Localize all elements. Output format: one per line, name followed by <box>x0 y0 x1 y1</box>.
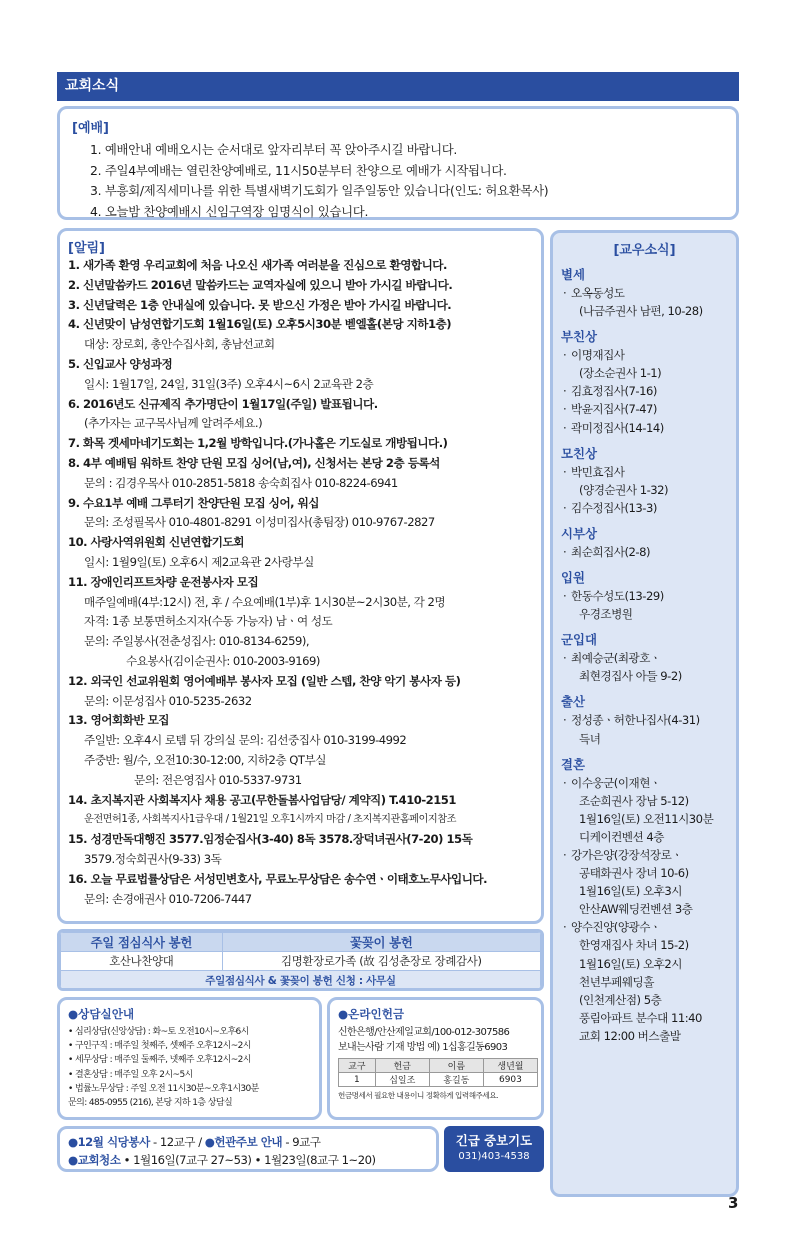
online-note: 헌금명세서 필요한 내용이니 정확하게 입력해주세요. <box>338 1091 498 1100</box>
notice-line: 9. 수요1부 예배 그루터기 찬양단원 모집 싱어, 워십 <box>68 495 319 510</box>
service-line-1 <box>68 1133 428 1151</box>
counsel-line: 문의: 485-0955 (216), 본당 지하 1층 상담실 <box>68 1098 233 1109</box>
member-category: 출산 <box>561 694 585 710</box>
urgent-prayer-title: 긴급 중보기도 <box>455 1133 533 1148</box>
member-item: 교회 12:00 버스출발 <box>579 1028 681 1043</box>
member-list <box>561 649 728 685</box>
notice-line: 7. 화목 겟세마네기도회는 1,2월 방학입니다.(가나홀은 기도실로 개방됩니다.) <box>68 436 448 451</box>
notice-line: 문의: 이문성집사 010-5235-2632 <box>84 693 252 708</box>
member-category: 입원 <box>561 570 585 586</box>
cleaning-label: ●교회청소 <box>68 1153 121 1167</box>
table-header-cell: 헌금 <box>375 1059 429 1073</box>
notice-line: 2. 신년말씀카드 2016년 말씀카드는 교역자실에 있으니 받아 가시길 바랍니다. <box>68 277 453 292</box>
worship-item: 3. 부흥회/제직세미나를 위한 특별새벽기도회가 일주일동안 있습니다(인도: 허요환목사) <box>90 183 549 199</box>
member-category: 모친상 <box>561 445 597 461</box>
member-item: · 곽미정집사(14-14) <box>561 419 728 437</box>
notice-line: 12. 외국인 선교위원회 영어예배부 봉사자 모집 (일반 스텝, 찬양 악기 봉사자 등) <box>68 673 461 688</box>
notice-line: 10. 사랑사역위원회 신년연합기도회 <box>68 535 244 550</box>
member-item: 안산AW웨딩컨벤션 3층 <box>579 902 693 917</box>
lunch-flower-table <box>57 929 544 991</box>
notice-line: 자격: 1종 보통면허소지자(수동 가능자) 남ㆍ여 성도 <box>84 614 333 629</box>
notice-line: 4. 신년맞이 남성연합기도회 1월16일(토) 오후5시30분 벧엘홀(본당 지하1층) <box>68 317 452 332</box>
member-list <box>561 587 728 623</box>
notice-lines <box>68 256 533 909</box>
worship-label: [예배] <box>72 121 109 136</box>
member-item: 한영재집사 차녀 15-2) <box>579 938 689 953</box>
member-item: 득녀 <box>579 731 601 746</box>
member-item: 1월16일(토) 오전11시30분 <box>579 811 714 826</box>
member-list <box>561 284 728 320</box>
member-item: 풍림아파트 분수대 11:40 <box>579 1010 702 1025</box>
member-item: 1월16일(토) 오후3시 <box>579 884 682 899</box>
notice-line: 문의: 주일봉사(전춘성집사: 010-8134-6259), <box>84 634 310 649</box>
counsel-line: • 결혼상담 : 매주일 오후 2시~5시 <box>68 1069 193 1080</box>
online-title: ●온라인헌금 <box>338 1007 405 1021</box>
notice-line: 일시: 1월17일, 24일, 31일(3주) 오후4시~6시 2교육관 2층 <box>84 376 374 391</box>
sender-example-table <box>338 1058 538 1087</box>
service-info-box <box>57 1126 439 1172</box>
member-list <box>561 346 728 436</box>
bulletin-value: - 9교구 <box>282 1135 321 1149</box>
kitchen-service-value: - 12교구 / <box>149 1135 205 1149</box>
service-line-2 <box>68 1151 428 1169</box>
urgent-prayer-phone: 031)403-4538 <box>458 1151 530 1162</box>
lunch-value: 호산나찬양대 <box>61 952 223 971</box>
notice-line: 11. 장애인리프트차량 운전봉사자 모집 <box>68 574 259 589</box>
urgent-prayer-box <box>444 1126 544 1172</box>
lunch-header: 주일 점심식사 봉헌 <box>61 933 223 952</box>
member-category: 군입대 <box>561 632 597 648</box>
counsel-line: • 세무상담 : 매주일 둘째주, 넷째주 오후12시~2시 <box>68 1055 251 1066</box>
member-item: · 이명재집사 <box>561 346 728 364</box>
table-header-cell: 교구 <box>339 1059 376 1073</box>
notice-line: 8. 4부 예배팀 워하트 찬양 단원 모집 싱어(남,여), 신청서는 본당 2층 등록석 <box>68 455 440 470</box>
notice-line: 주일반: 오후4시 로템 뒤 강의실 문의: 김선중집사 010-3199-4992 <box>84 733 407 748</box>
member-item: (장소순권사 1-1) <box>579 366 662 381</box>
member-item: 우경조병원 <box>579 607 633 622</box>
table-cell: 홍길동 <box>429 1073 483 1087</box>
counsel-line: • 구인구직 : 매주일 첫째주, 셋째주 오후12시~2시 <box>68 1041 251 1052</box>
member-item: · 양수진양(양광수ㆍ <box>561 918 728 936</box>
member-item: · 강가은양(강장석장로ㆍ <box>561 846 728 864</box>
member-item: 최현경집사 아들 9-2) <box>579 669 682 684</box>
member-item: · 정성종ㆍ허한나집사(4-31) <box>561 711 728 729</box>
cleaning-value: • 1월16일(7교구 27~53) • 1월23일(8교구 1~20) <box>120 1153 376 1167</box>
notice-line: 수요봉사(김이순권사: 010-2003-9169) <box>126 653 320 668</box>
table-cell: 십일조 <box>375 1073 429 1087</box>
notice-line: 주중반: 월/수, 오전10:30-12:00, 지하2층 QT부실 <box>84 752 326 767</box>
lunch-footer: 주일점심식사 & 꽃꽂이 봉헌 신청 : 사무실 <box>61 971 541 990</box>
member-item: 1월16일(토) 오후2시 <box>579 956 682 971</box>
member-item: 디케이컨벤션 4층 <box>579 829 664 844</box>
page-number: 3 <box>728 1194 739 1212</box>
member-item: 조순희권사 장남 5-12) <box>579 793 689 808</box>
counsel-box <box>57 997 322 1120</box>
notice-line: 16. 오늘 무료법률상담은 서성민변호사, 무료노무상담은 송수연ㆍ이태호노무사입니다. <box>68 871 488 886</box>
worship-box <box>57 106 739 220</box>
notice-box <box>57 228 544 924</box>
flower-header: 꽃꽂이 봉헌 <box>222 933 540 952</box>
member-item: 공태화권사 장녀 10-6) <box>579 866 689 881</box>
member-list <box>561 774 728 1045</box>
worship-list <box>72 140 724 222</box>
notice-line: 5. 신입교사 양성과정 <box>68 356 173 371</box>
notice-line: 1. 새가족 환영 우리교회에 처음 나오신 새가족 여러분을 진심으로 환영합니다. <box>68 258 447 272</box>
bank-account: 신한은행/안산제일교회/100-012-307586 <box>338 1027 510 1038</box>
member-item: · 최순희집사(2-8) <box>561 543 728 561</box>
sender-format: 보내는사람 기재 방법 예) 1십홍길동6903 <box>338 1042 508 1053</box>
worship-item: 4. 오늘밤 찬양예배시 신임구역장 임명식이 있습니다. <box>90 203 369 219</box>
table-header-cell: 이름 <box>429 1059 483 1073</box>
member-item: (나금주권사 남편, 10-28) <box>579 304 703 319</box>
notice-label: [알림] <box>68 241 105 256</box>
member-news-label: [교우소식] <box>613 243 676 258</box>
member-list <box>561 463 728 517</box>
member-item: · 오옥동성도 <box>561 284 728 302</box>
notice-line: 문의: 조성필목사 010-4801-8291 이성미집사(총팀장) 010-9767-2827 <box>84 515 435 530</box>
online-offering-box <box>327 997 544 1120</box>
member-category: 별세 <box>561 267 585 282</box>
notice-line: (추가자는 교구목사님께 알려주세요.) <box>84 416 263 431</box>
member-item: · 최예승군(최광호ㆍ <box>561 649 728 667</box>
notice-line: 14. 초지복지관 사회복지사 채용 공고(무한돌봄사업담당/ 계약직) T.410-2151 <box>68 792 456 807</box>
notice-line: 문의: 전은영집사 010-5337-9731 <box>134 772 302 787</box>
notice-line: 6. 2016년도 신규제직 추가명단이 1월17일(주일) 발표됩니다. <box>68 396 378 411</box>
worship-item: 2. 주일4부예배는 열린찬양예배로, 11시50분부터 찬양으로 예배가 시작됩니다. <box>90 162 507 178</box>
member-item: (인천계산점) 5층 <box>579 992 662 1007</box>
member-item: · 김수정집사(13-3) <box>561 499 728 517</box>
notice-line: 3579.정숙희권사(9-33) 3독 <box>84 851 222 866</box>
member-groups <box>561 266 728 1045</box>
member-item: 천년부페웨딩홀 <box>579 974 654 989</box>
member-item: · 김효정집사(7-16) <box>561 382 728 400</box>
member-item: (양경순권사 1-32) <box>579 482 669 497</box>
worship-item: 1. 예배안내 예배오시는 순서대로 앞자리부터 꼭 앉아주시길 바랍니다. <box>90 142 458 157</box>
member-category: 시부상 <box>561 525 597 541</box>
notice-line: 15. 성경만독대행진 3577.임정순집사(3-40) 8독 3578.장덕녀권사(7-20) 15독 <box>68 832 473 847</box>
bulletin-label: ●헌관주보 안내 <box>204 1135 283 1149</box>
table-cell: 6903 <box>483 1073 537 1087</box>
table-cell: 1 <box>339 1073 376 1087</box>
counsel-line: • 법률노무상담 : 주일 오전 11시30분~오후1시30분 <box>68 1083 259 1094</box>
member-category: 부친상 <box>561 329 597 345</box>
counsel-title: ●상담실안내 <box>68 1007 135 1021</box>
notice-line: 운전면허1종, 사회복지사1급우대 / 1월21일 오후1시까지 마감 / 초지복지관홈페이지참조 <box>84 814 456 826</box>
member-item: · 한동수성도(13-29) <box>561 587 728 605</box>
notice-line: 13. 영어회화반 모집 <box>68 713 170 728</box>
notice-line: 대상: 장로회, 총안수집사회, 총남선교회 <box>84 337 275 352</box>
notice-line: 문의: 손경애권사 010-7206-7447 <box>84 891 252 906</box>
member-item: · 박민효집사 <box>561 463 728 481</box>
member-list <box>561 711 728 747</box>
notice-line: 일시: 1월9일(토) 오후6시 제2교육관 2사랑부실 <box>84 554 314 569</box>
notice-line: 매주일예배(4부:12시) 전, 후 / 수요예배(1부)후 1시30분~2시30분, 각 2명 <box>84 594 446 609</box>
section-header: 교회소식 <box>57 72 739 101</box>
flower-value: 김명환장로가족 (故 김성춘장로 장례감사) <box>222 952 540 971</box>
table-header-cell: 생년월 <box>483 1059 537 1073</box>
member-item: · 박윤지집사(7-47) <box>561 400 728 418</box>
member-category: 결혼 <box>561 756 585 772</box>
kitchen-service-label: ●12월 식당봉사 <box>68 1135 150 1149</box>
notice-line: 3. 신년달력은 1층 안내실에 있습니다. 못 받으신 가정은 받아 가시길 바랍니다. <box>68 297 452 312</box>
member-item: · 이수웅군(이재현ㆍ <box>561 774 728 792</box>
notice-line: 문의 : 김경우목사 010-2851-5818 송숙희집사 010-8224-6941 <box>84 475 398 490</box>
counsel-line: • 심리상담(신앙상담) : 화~토 오전10시~오후6시 <box>68 1027 249 1037</box>
member-news-box <box>550 230 739 1197</box>
member-list <box>561 543 728 561</box>
